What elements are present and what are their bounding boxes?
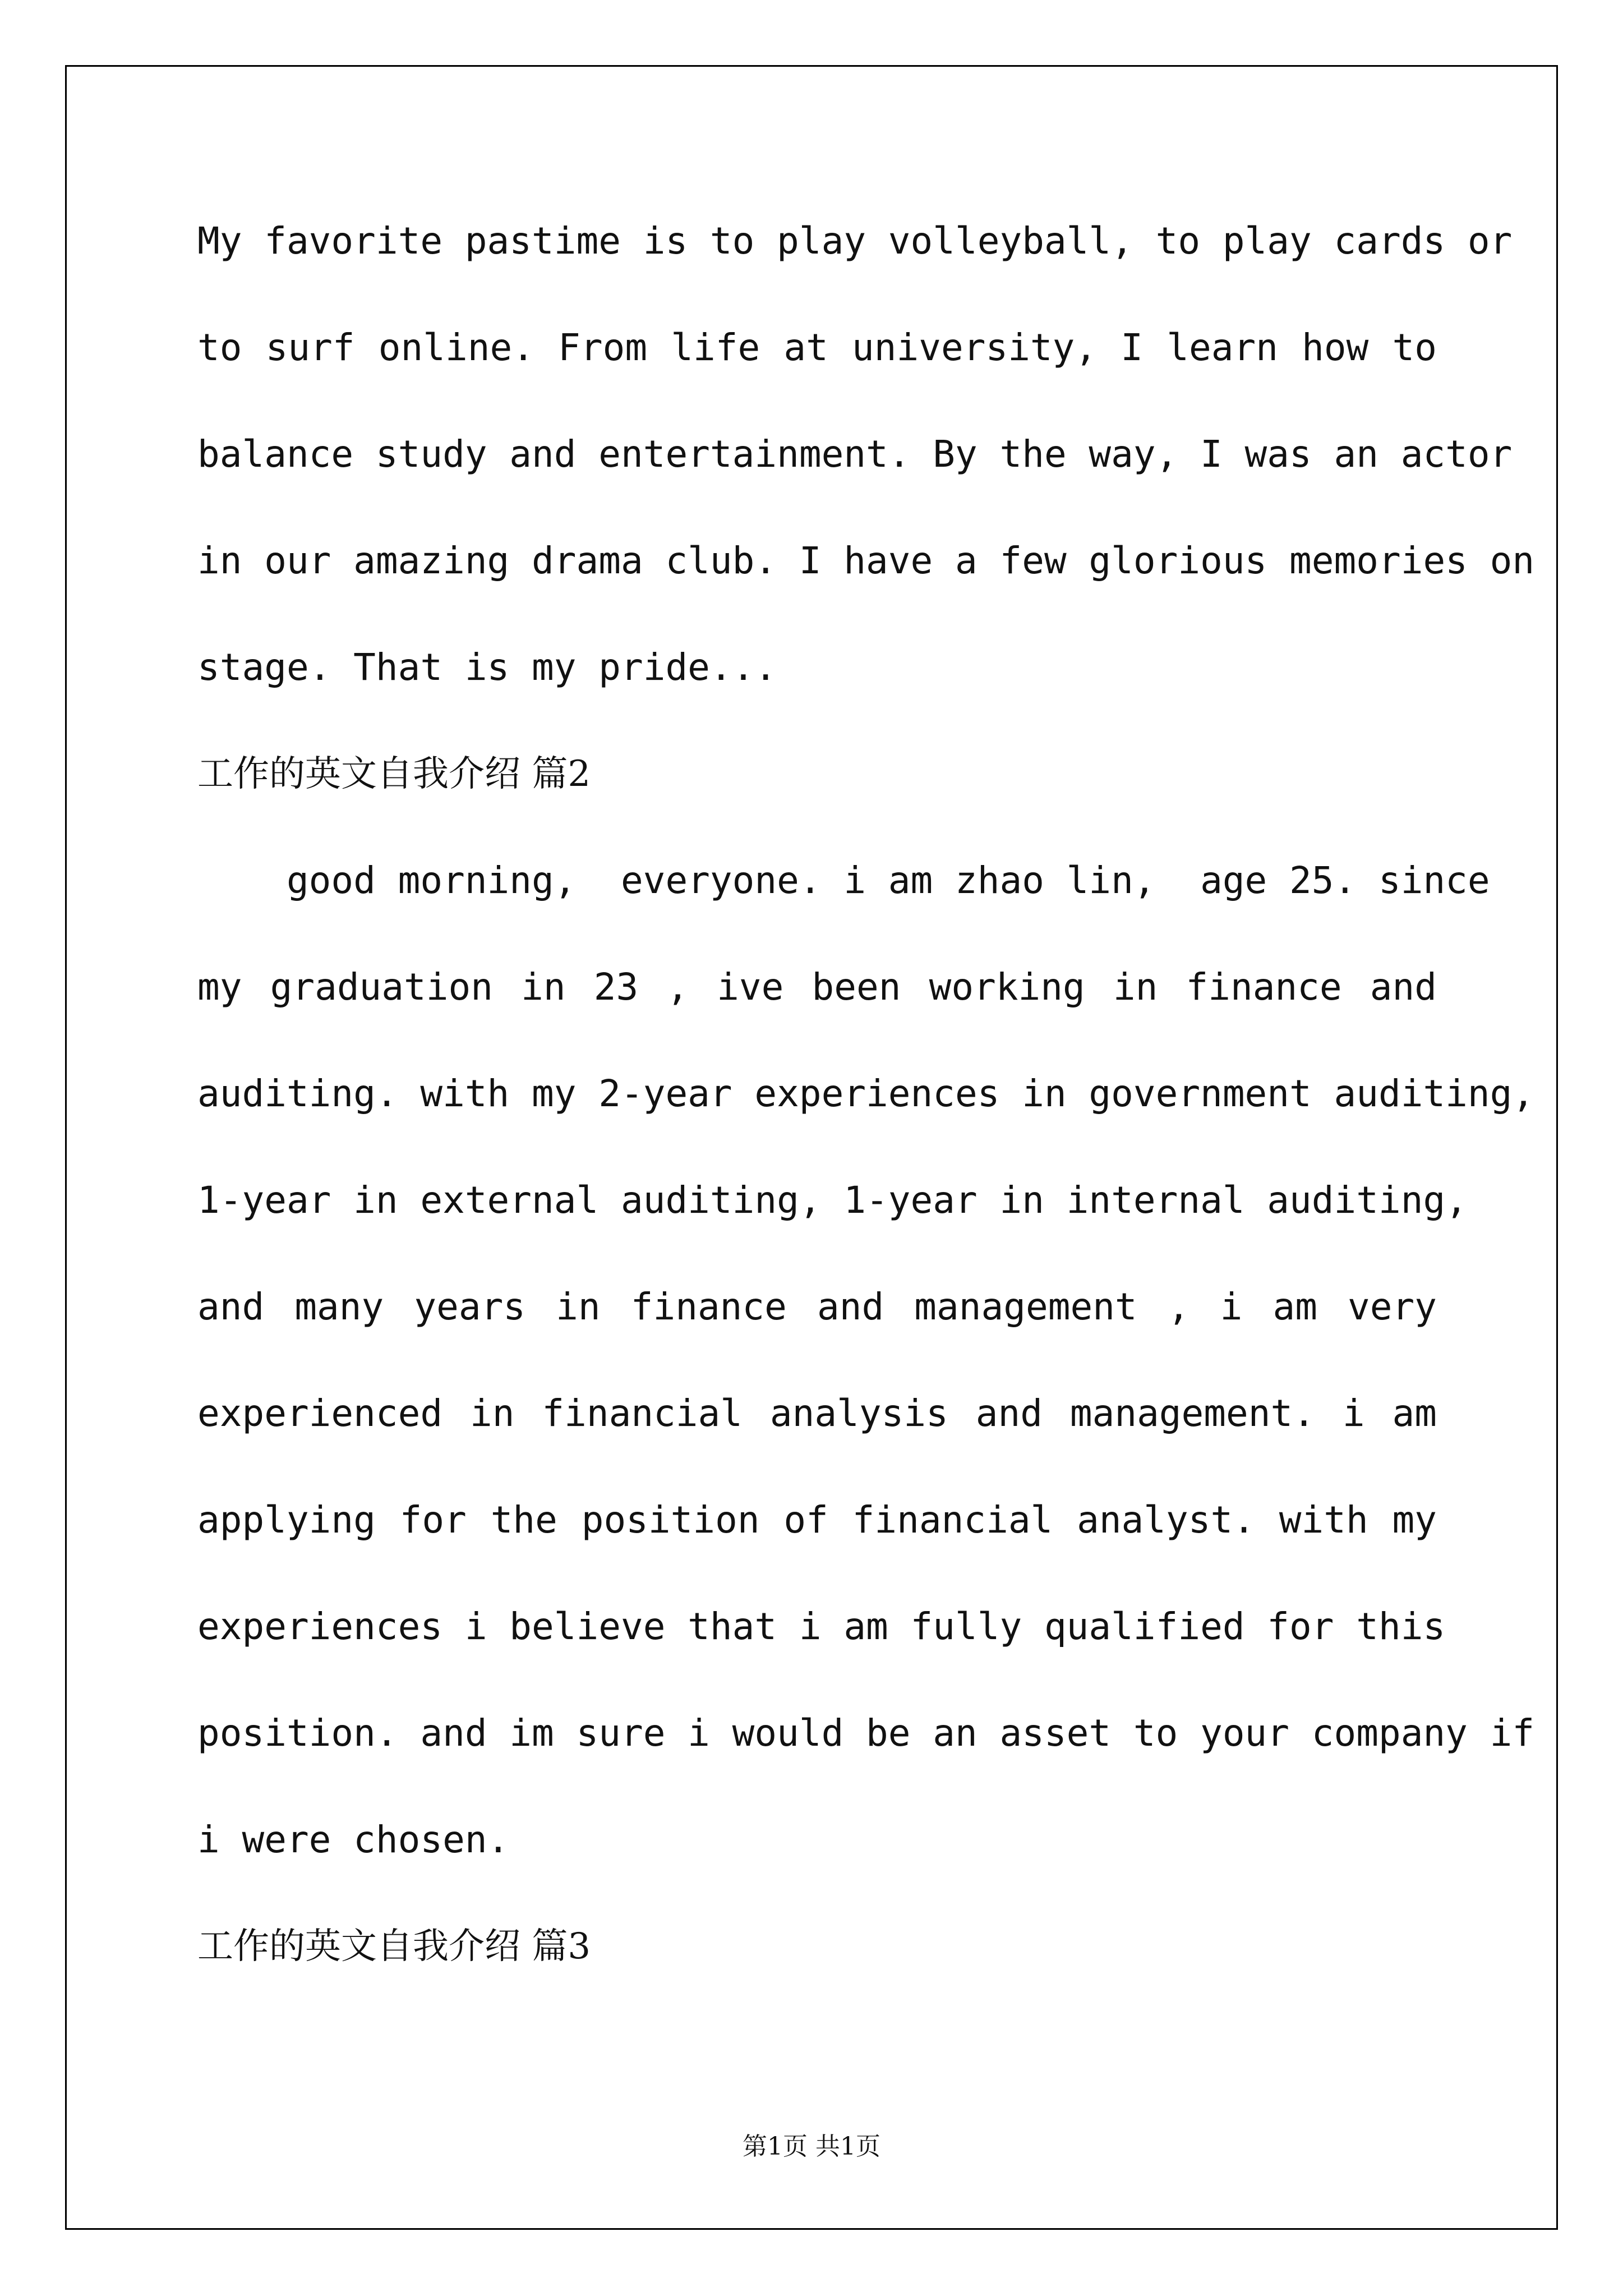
paragraph-1-line-1: My favorite pastime is to play volleyball, to play cards or <box>197 219 1513 263</box>
paragraph-2-line-1: good morning, everyone. i am zhao lin, age 25. since <box>197 859 1490 902</box>
paragraph-2-line-5: and many years in finance and management , i am very <box>197 1285 1437 1328</box>
paragraph-2-line-9: position. and im sure i would be an asset to your company if <box>197 1711 1535 1755</box>
paragraph-1-line-2: to surf online. From life at university, I learn how to <box>197 326 1437 369</box>
paragraph-2-line-10: i were chosen. <box>197 1818 510 1861</box>
paragraph-2-line-7: applying for the position of financial analyst. with my <box>197 1498 1437 1542</box>
section-heading-2: 工作的英文自我介绍 篇2 <box>197 753 591 795</box>
paragraph-2-line-8: experiences i believe that i am fully qualified for this <box>197 1605 1446 1648</box>
paragraph-2-line-4: 1-year in external auditing, 1-year in internal auditing, <box>197 1179 1468 1222</box>
paragraph-2-line-6: experienced in financial analysis and management. i am <box>197 1392 1437 1435</box>
paragraph-2-line-2: my graduation in 23 , ive been working in finance and <box>197 965 1437 1009</box>
page-number-footer: 第1页 共1页 <box>743 2132 880 2161</box>
paragraph-1-line-5: stage. That is my pride... <box>197 646 777 689</box>
paragraph-2-line-3: auditing. with my 2-year experiences in government auditing, <box>197 1072 1535 1115</box>
paragraph-1-line-3: balance study and entertainment. By the way, I was an actor <box>197 432 1513 476</box>
page-border <box>65 65 1558 2230</box>
section-heading-3: 工作的英文自我介绍 篇3 <box>197 1926 591 1967</box>
paragraph-1-line-4: in our amazing drama club. I have a few glorious memories on <box>197 539 1535 582</box>
